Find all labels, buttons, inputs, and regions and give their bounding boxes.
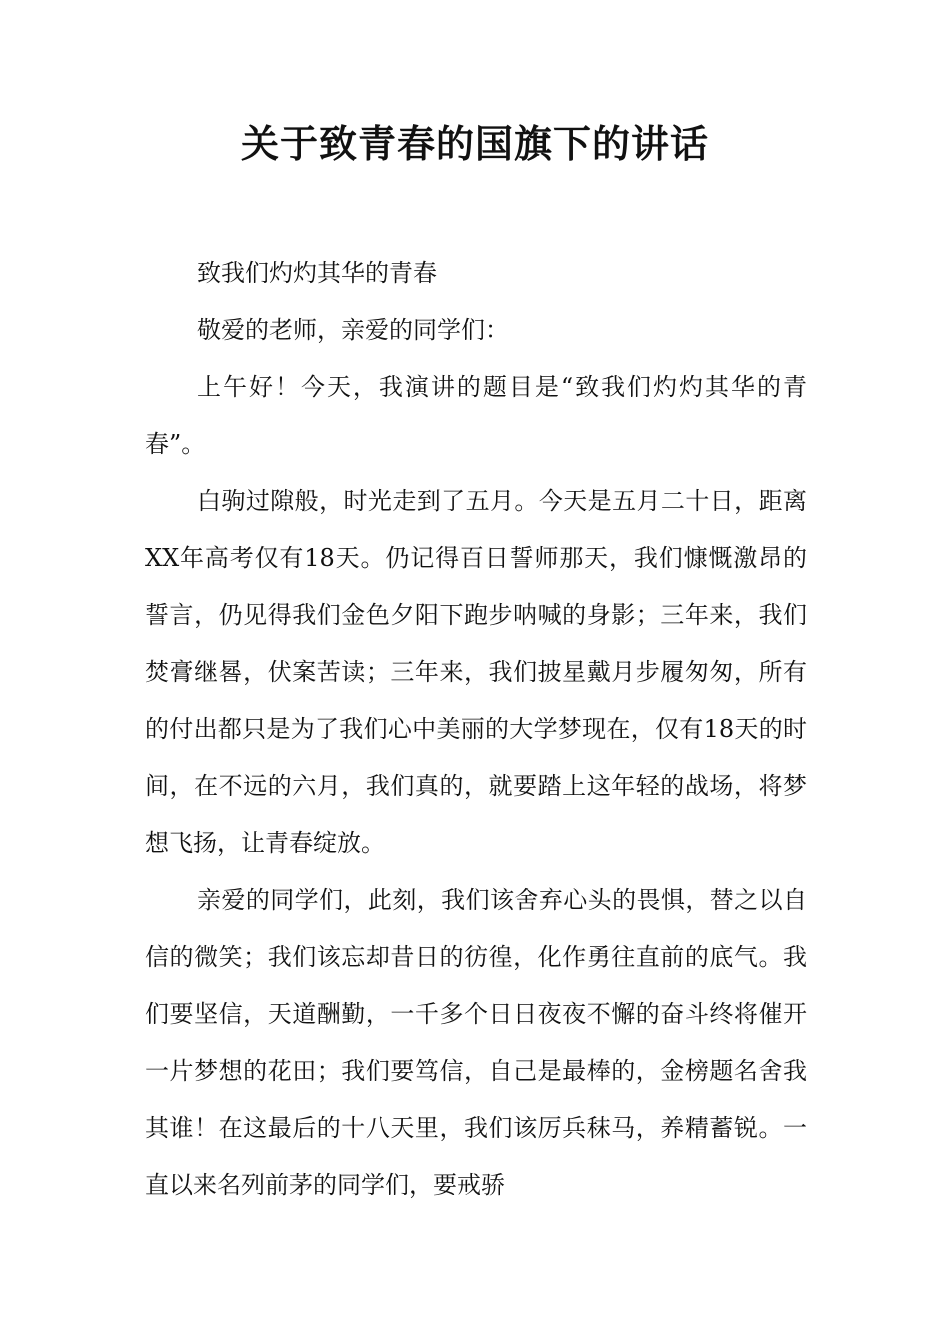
paragraph-greeting: 上午好！今天，我演讲的题目是“致我们灼灼其华的青春”。 (145, 373, 807, 458)
document-body (145, 245, 807, 1214)
paragraph-salutation: 敬爱的老师，亲爱的同学们： (197, 316, 509, 344)
document-title: 关于致青春的国旗下的讲话 (240, 122, 709, 166)
paragraph-time-passing: 白驹过隙般，时光走到了五月。今天是五月二十日，距离XX年高考仅有18天。仍记得百日誓师那天，我们慷慨激昂的誓言，仍见得我们金色夕阳下跑步呐喊的身影；三年来，我们焚膏继晷，伏案苦读；三年来，我们披星戴月步履匆匆，所有的付出都只是为了我们心中美丽的大学梦现在，仅有18天的时间，在不远的六月，我们真的，就要踏上这年轻的战场，将梦想飞扬，让青春绽放。 (145, 487, 807, 857)
paragraph-encouragement: 亲爱的同学们，此刻，我们该舍弃心头的畏惧，替之以自信的微笑；我们该忘却昔日的彷徨，化作勇往直前的底气。我们要坚信，天道酬勤，一千多个日日夜夜不懈的奋斗终将催开一片梦想的花田；我们要笃信，自己是最棒的，金榜题名舍我其谁！在这最后的十八天里，我们该厉兵秣马，养精蓄锐。一直以来名列前茅的同学们，要戒骄 (145, 886, 807, 1199)
paragraph-dedication: 致我们灼灼其华的青春 (197, 259, 437, 287)
